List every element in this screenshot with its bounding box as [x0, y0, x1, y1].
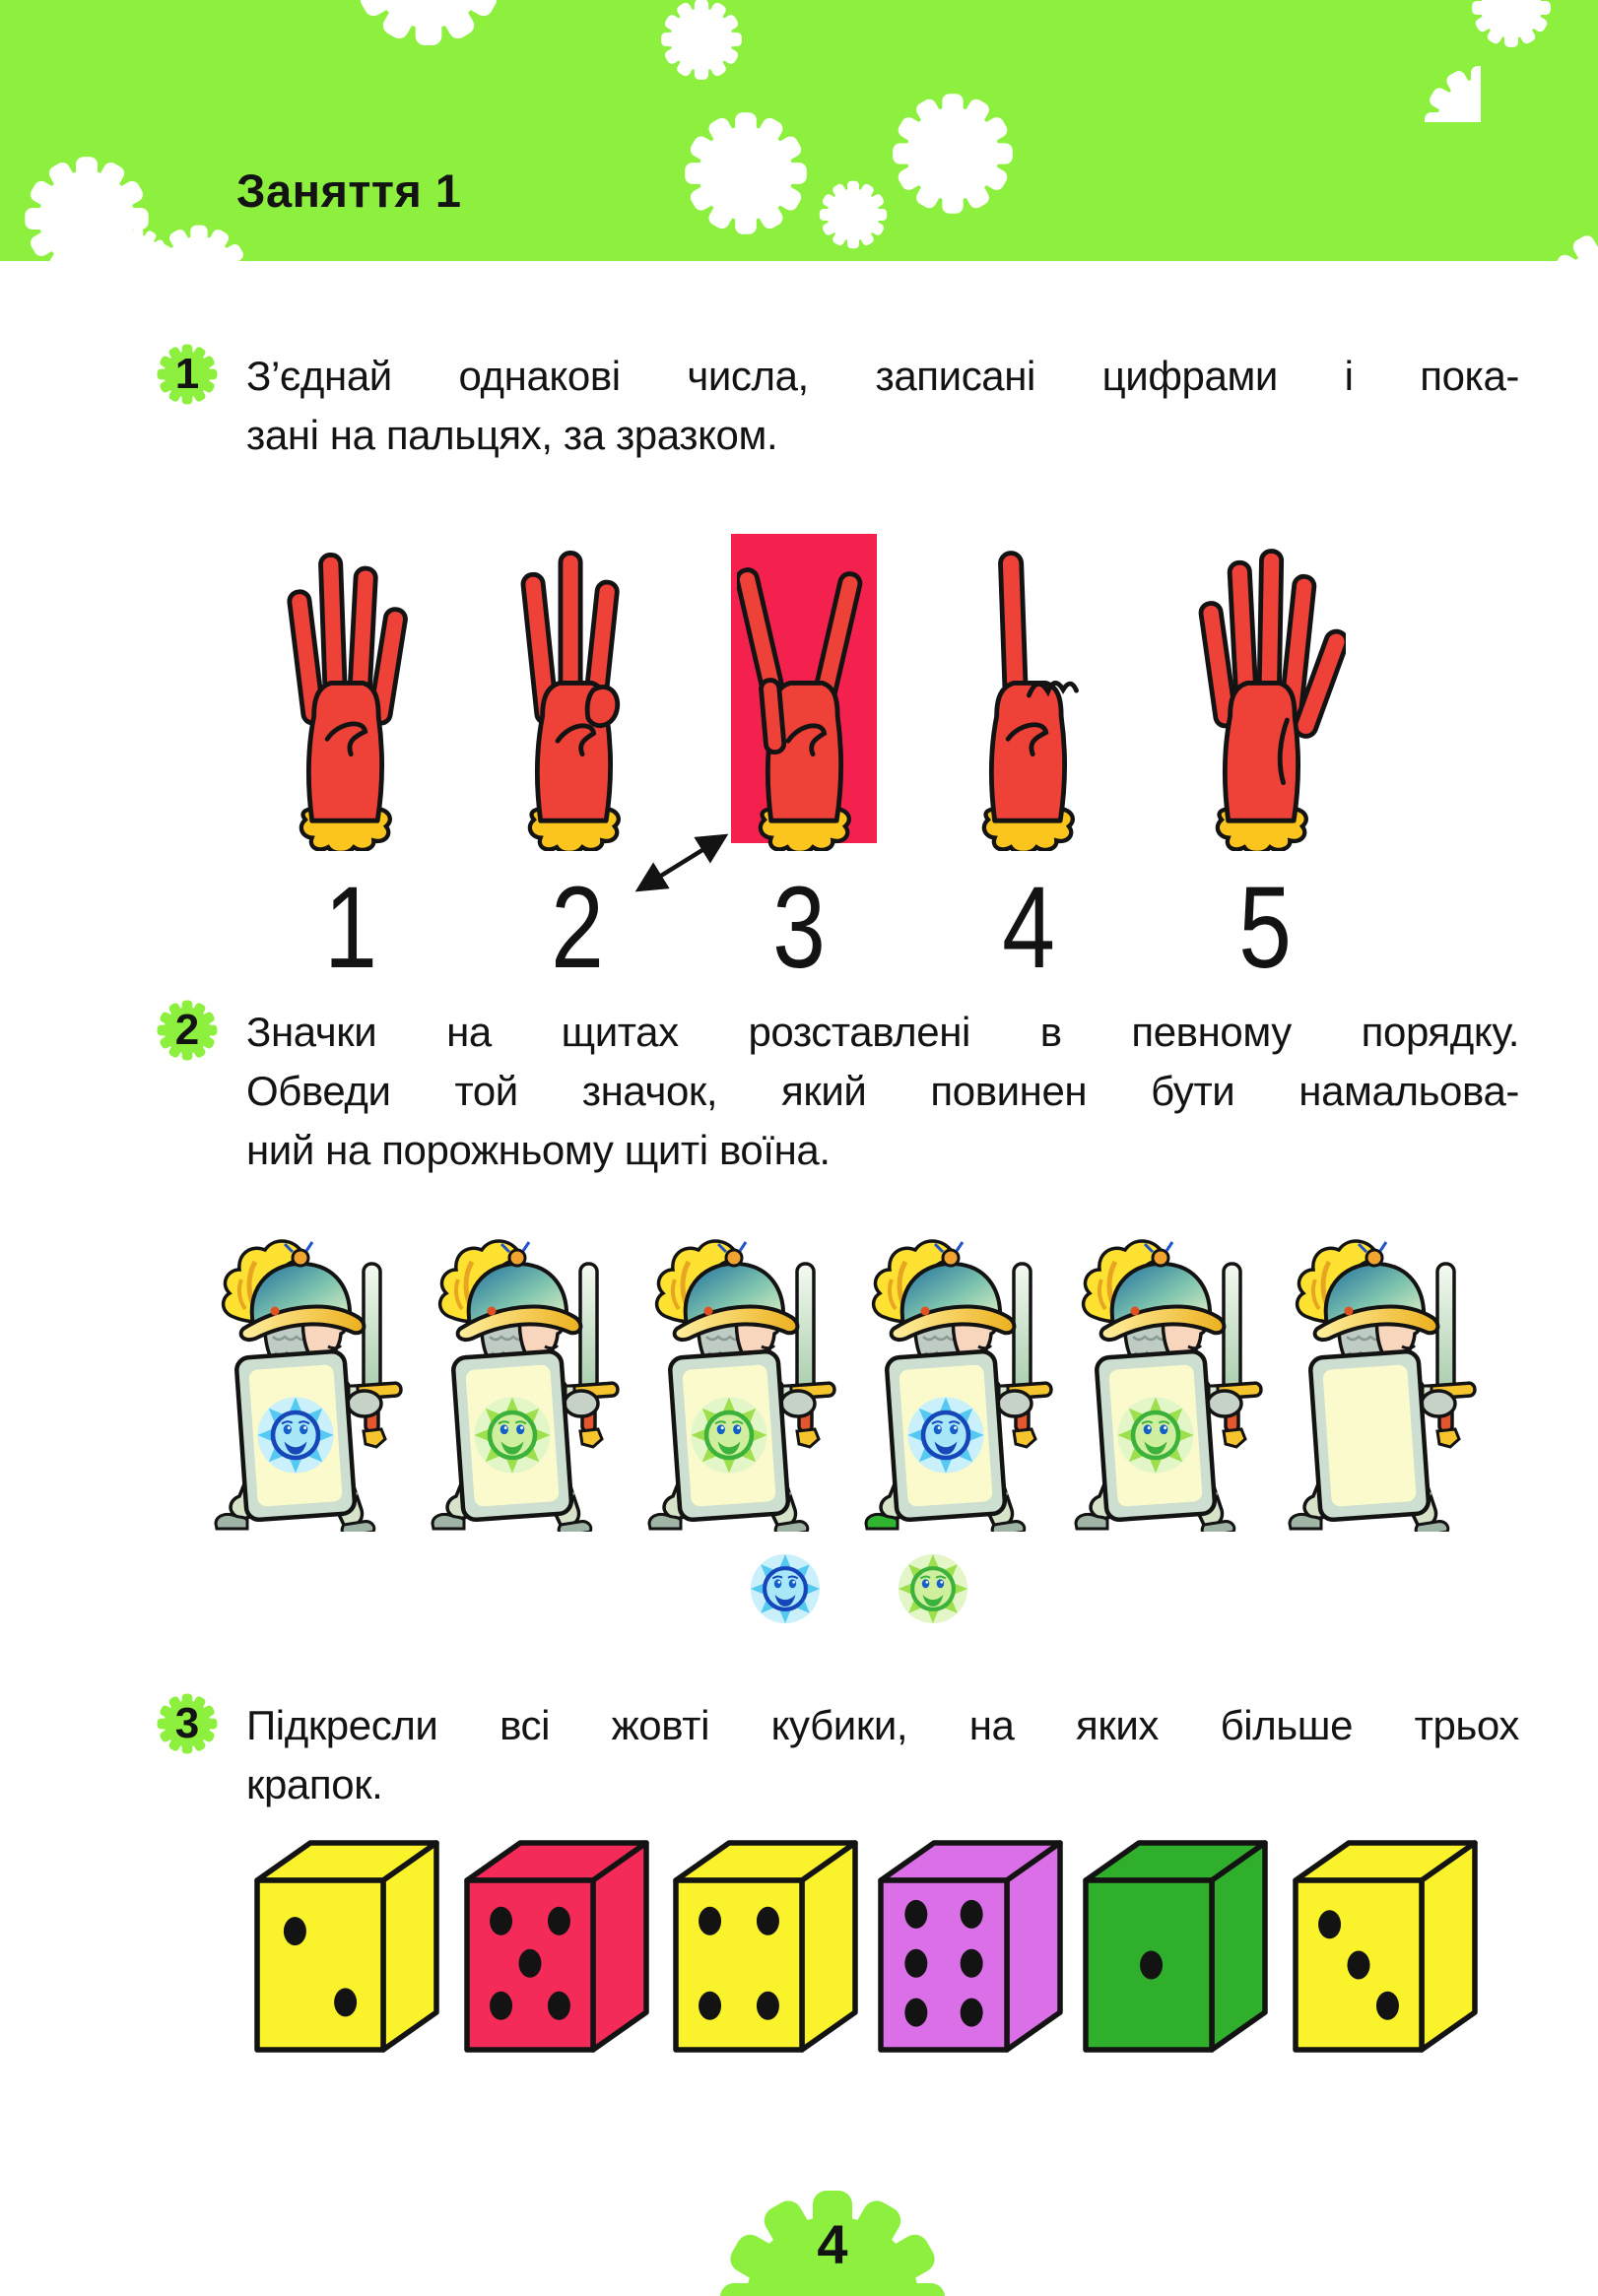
task-text-line: Обведи той значок, який повинен бути намальова-: [246, 1068, 1519, 1114]
shield-sun-icon: [474, 1397, 550, 1473]
knight-illustration: [190, 1236, 407, 1532]
knight-illustration: [840, 1236, 1057, 1532]
knight-illustration: [407, 1236, 624, 1532]
task-text-line: Значки на щитах розставлені в певному порядку.: [246, 1009, 1519, 1055]
task-text-line: ний на порожньому щиті воїна.: [246, 1127, 831, 1173]
die-yellow-4-dots: [672, 1839, 859, 2056]
sun-option-blue: [745, 1548, 826, 1629]
task-number: 3: [174, 1699, 200, 1747]
die-yellow-2-dots: [253, 1839, 440, 2056]
shield: [1309, 1350, 1429, 1520]
digit-5: 5: [1238, 863, 1292, 993]
shield-sun-icon: [691, 1397, 766, 1473]
page-number: 4: [817, 2213, 848, 2275]
sun-option-green: [893, 1548, 973, 1629]
gear-icon: [659, 0, 744, 82]
task-text-line: зані на пальцях, за зразком.: [246, 412, 778, 458]
task-text-line: З’єднай однакові числа, записані цифрами і пока-: [246, 353, 1519, 399]
hand-showing-4: [278, 538, 411, 851]
task-3-badge: [156, 1692, 219, 1755]
digit-2: 2: [551, 863, 604, 993]
die-green-1-dots: [1082, 1839, 1269, 2056]
task-2-badge: [156, 999, 219, 1062]
task-2-text: [246, 1003, 1519, 1180]
digit-1: 1: [324, 863, 377, 993]
gear-icon: [148, 223, 250, 261]
hand-showing-5: [1194, 538, 1346, 851]
knight-4-shield-blue: [840, 1236, 1057, 1532]
gear-icon: [1363, 4, 1481, 122]
shield-sun-icon: [1117, 1397, 1193, 1473]
shield-sun-icon: [907, 1397, 983, 1473]
hand-showing-1: [961, 538, 1094, 851]
task-number: 2: [174, 1006, 200, 1054]
knight-2-shield-green: [407, 1236, 624, 1532]
knight-illustration: [1050, 1236, 1267, 1532]
lesson-title: Заняття 1: [236, 164, 462, 217]
knight-3-shield-green: [624, 1236, 840, 1532]
die-magenta-6-dots: [877, 1839, 1064, 2056]
example-connection-arrow: [625, 825, 739, 902]
task-text-line: крапок.: [246, 1761, 383, 1807]
shield-sun-icon: [257, 1397, 333, 1473]
knight-illustration: [1264, 1236, 1481, 1532]
gear-icon: [1470, 0, 1553, 49]
gear-icon: [818, 179, 889, 250]
hand-showing-2: [737, 538, 870, 851]
gear-icon: [350, 0, 507, 49]
hand-showing-3: [506, 538, 639, 851]
task-3-text: [246, 1696, 1519, 1814]
task-1-text: [246, 347, 1519, 465]
task-number: 1: [174, 350, 200, 398]
knight-1-shield-blue: [190, 1236, 407, 1532]
task-text-line: Підкресли всі жовті кубики, на яких більше трьох: [246, 1702, 1519, 1748]
die-yellow-3-dots: [1292, 1839, 1479, 2056]
knight-illustration: [624, 1236, 840, 1532]
knight-6-shield-empty: [1264, 1236, 1481, 1532]
knight-5-shield-green: [1050, 1236, 1267, 1532]
gear-icon: [682, 109, 810, 237]
gear-icon: [890, 91, 1016, 217]
die-red-5-dots: [463, 1839, 650, 2056]
gear-icon: [1478, 160, 1598, 261]
digit-3: 3: [772, 863, 826, 993]
header-band: [0, 0, 1598, 261]
task-1-badge: [156, 343, 219, 406]
digit-4: 4: [1002, 863, 1055, 993]
